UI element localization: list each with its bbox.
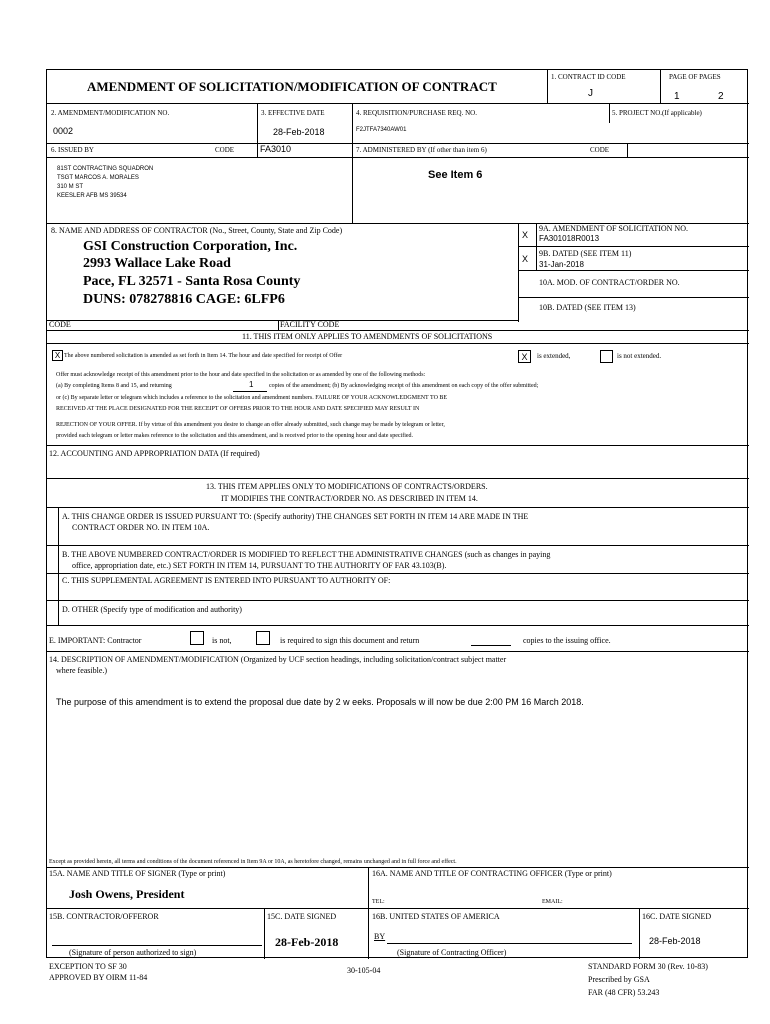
item11-para-5: REJECTION OF YOUR OFFER. If by virtue of this amendment you desire to change an offer already submitted, such change may be made by telegram or letter, (56, 422, 445, 428)
date-15c: 28-Feb-2018 (275, 935, 339, 949)
extended-checkbox-mark: X (521, 352, 528, 362)
item11-heading: 11. THIS ITEM ONLY APPLIES TO AMENDMENTS OF SOLICITATIONS (242, 332, 493, 341)
contractor-code-label: CODE (49, 320, 71, 329)
sf30-form (46, 69, 748, 958)
footer-code: 30-105-04 (347, 966, 381, 975)
tel-label: TEL: (372, 899, 385, 905)
contractor-street: 2993 Wallace Lake Road (83, 256, 231, 271)
item11-para-4: RECEIVED AT THE PLACE DESIGNATED FOR THE RECEIPT OF OFFERS PRIOR TO THE HOUR AND DATE SPECIFIED MAY RESULT IN (56, 406, 420, 412)
form-title: AMENDMENT OF SOLICITATION/MODIFICATION OF CONTRACT (87, 79, 497, 94)
contractor-label: 8. NAME AND ADDRESS OF CONTRACTOR (No., Street, County, State and Zip Code) (51, 226, 343, 235)
is-extended-label: is extended, (537, 352, 571, 360)
item13-b-line-1: B. THE ABOVE NUMBERED CONTRACT/ORDER IS MODIFIED TO REFLECT THE ADMINISTRATIVE CHANGES (such as changes in paying (62, 550, 551, 559)
copies-label: copies to the issuing office. (523, 636, 611, 645)
important-label: E. IMPORTANT: Contractor (49, 636, 142, 645)
label-15b: 15B. CONTRACTOR/OFFEROR (49, 912, 159, 921)
issued-by-line-3: 310 M ST (57, 184, 84, 190)
value-9b: 31-Jan-2018 (539, 260, 584, 269)
label-16c: 16C. DATE SIGNED (642, 912, 712, 921)
issued-by-code-label: CODE (215, 146, 235, 154)
contract-id-code-label: 1. CONTRACT ID CODE (551, 73, 626, 81)
footer-standard-form: STANDARD FORM 30 (Rev. 10-83) (588, 962, 708, 971)
effective-date-label: 3. EFFECTIVE DATE (261, 109, 325, 117)
administered-code-label: CODE (590, 146, 610, 154)
is-not-checkbox[interactable] (190, 631, 204, 645)
is-required-checkbox[interactable] (256, 631, 270, 645)
contractor-city: Pace, FL 32571 - Santa Rosa County (83, 274, 301, 289)
page-number: 1 (674, 91, 680, 102)
issued-by-line-2: TSGT MARCOS A. MORALES (57, 175, 139, 181)
item11-para-2b: copies of the amendment; (b) By acknowledging receipt of this amendment on each copy of the offer submitted; (269, 383, 539, 389)
issued-by-label: 6. ISSUED BY (51, 146, 94, 154)
item13-d: D. OTHER (Specify type of modification and authority) (62, 605, 242, 614)
amended-checkbox-mark: X (54, 351, 61, 360)
is-required-label: is required to sign this document and return (280, 636, 420, 645)
item13-heading-2: IT MODIFIES THE CONTRACT/ORDER NO. AS DESCRIBED IN ITEM 14. (221, 494, 478, 503)
label-9a: 9A. AMENDMENT OF SOLICITATION NO. (539, 224, 688, 233)
acknowledge-copies: 1 (249, 380, 254, 389)
not-extended-checkbox[interactable] (600, 350, 613, 363)
except-text: Except as provided herein, all terms and conditions of the document referenced in Item 9A or 10A, as heretofore changed, remains unchanged and in full force and effect. (49, 859, 457, 865)
item11-para-2a: (a) By completing Items 8 and 15, and returning (56, 383, 172, 389)
sig-15b-caption: (Signature of person authorized to sign) (69, 948, 197, 957)
footer-far: FAR (48 CFR) 53.243 (588, 988, 660, 997)
signer-name: Josh Owens, President (69, 887, 185, 901)
label-9b: 9B. DATED (SEE ITEM 11) (539, 249, 632, 258)
contractor-name: GSI Construction Corporation, Inc. (83, 239, 298, 254)
amendment-no: 0002 (53, 126, 74, 136)
footer-prescribed: Prescribed by GSA (588, 975, 650, 984)
item14-description: The purpose of this amendment is to extend the proposal due date by 2 w eeks. Proposals w ill now be due 2:00 PM 16 March 2018. (56, 697, 584, 707)
mark-9b: X (522, 254, 529, 264)
is-not-extended-label: is not extended. (617, 352, 662, 360)
label-15c: 15C. DATE SIGNED (267, 912, 337, 921)
effective-date: 28-Feb-2018 (273, 127, 325, 137)
item13-c: C. THIS SUPPLEMENTAL AGREEMENT IS ENTERED INTO PURSUANT TO AUTHORITY OF: (62, 576, 391, 585)
value-9a: FA301018R0013 (539, 234, 600, 243)
page-of-pages-label: PAGE OF PAGES (669, 73, 721, 81)
item13-a-line-2: CONTRACT ORDER NO. IN ITEM 10A. (72, 523, 210, 532)
item11-para-1: Offer must acknowledge receipt of this amendment prior to the hour and date specified in the solicitation or as amended by one of the following methods: (56, 372, 426, 378)
requisition-no: F2JTFA7340AW01 (356, 127, 407, 133)
administered-by: See Item 6 (428, 169, 483, 181)
issued-by-line-1: 81ST CONTRACTING SQUADRON (57, 166, 154, 172)
footer-exception: EXCEPTION TO SF 30 (49, 962, 127, 971)
by-label: BY (374, 932, 386, 941)
item14-label-2: where feasible.) (56, 666, 108, 675)
administered-by-label: 7. ADMINISTERED BY (If other than item 6) (356, 146, 487, 154)
label-16b: 16B. UNITED STATES OF AMERICA (372, 912, 500, 921)
date-16c: 28-Feb-2018 (649, 936, 701, 946)
extended-checkbox[interactable] (518, 350, 531, 363)
project-no-label: 5. PROJECT NO.(If applicable) (612, 109, 702, 117)
item13-a-line-1: A. THIS CHANGE ORDER IS ISSUED PURSUANT TO: (Specify authority) THE CHANGES SET FORTH IN ITEM 14 ARE MADE IN THE (62, 512, 529, 521)
email-label: EMAIL: (542, 899, 563, 905)
item13-heading-1: 13. THIS ITEM APPLIES ONLY TO MODIFICATIONS OF CONTRACTS/ORDERS. (206, 482, 488, 491)
item11-para-3: or (c) By separate letter or telegram which includes a reference to the solicitation and amendment numbers. FAILURE OF YOUR ACKNOWLEDGMENT TO BE (56, 395, 448, 401)
issued-by-line-4: KEESLER AFB MS 39534 (57, 193, 127, 199)
issued-by-code: FA3010 (260, 144, 292, 154)
page-count: 2 (718, 91, 724, 102)
amendment-no-label: 2. AMENDMENT/MODIFICATION NO. (51, 109, 170, 117)
requisition-label: 4. REQUISITION/PURCHASE REQ. NO. (356, 109, 477, 117)
footer-approved: APPROVED BY OIRM 11-84 (49, 973, 148, 982)
label-15a: 15A. NAME AND TITLE OF SIGNER (Type or print) (49, 869, 226, 878)
item13-b-line-2: office, appropriation date, etc.) SET FORTH IN ITEM 14, PURSUANT TO THE AUTHORITY OF FAR 43.103(B). (72, 561, 447, 570)
item14-label-1: 14. DESCRIPTION OF AMENDMENT/MODIFICATION (Organized by UCF section headings, including solicitation/contract subject matter (49, 655, 507, 664)
sig-16b-caption: (Signature of Contracting Officer) (397, 948, 507, 957)
item11-para-6: provided each telegram or letter makes reference to the solicitation and this amendment, and is received prior to the opening hour and date specified. (56, 433, 414, 439)
label-10a: 10A. MOD. OF CONTRACT/ORDER NO. (539, 278, 680, 287)
amended-text: The above numbered solicitation is amended as set forth in Item 14. The hour and date specified for receipt of Offer (64, 353, 343, 359)
is-not-label: is not, (212, 636, 232, 645)
contract-id-code: J (588, 88, 593, 99)
label-16a: 16A. NAME AND TITLE OF CONTRACTING OFFICER (Type or print) (372, 869, 612, 878)
item12-label: 12. ACCOUNTING AND APPROPRIATION DATA (If required) (49, 449, 260, 458)
facility-code-label: FACILITY CODE (280, 320, 340, 329)
mark-9a: X (522, 230, 529, 240)
contractor-duns-cage: DUNS: 078278816 CAGE: 6LFP6 (83, 292, 285, 307)
label-10b: 10B. DATED (SEE ITEM 13) (539, 303, 636, 312)
amended-checkbox[interactable] (52, 350, 63, 361)
